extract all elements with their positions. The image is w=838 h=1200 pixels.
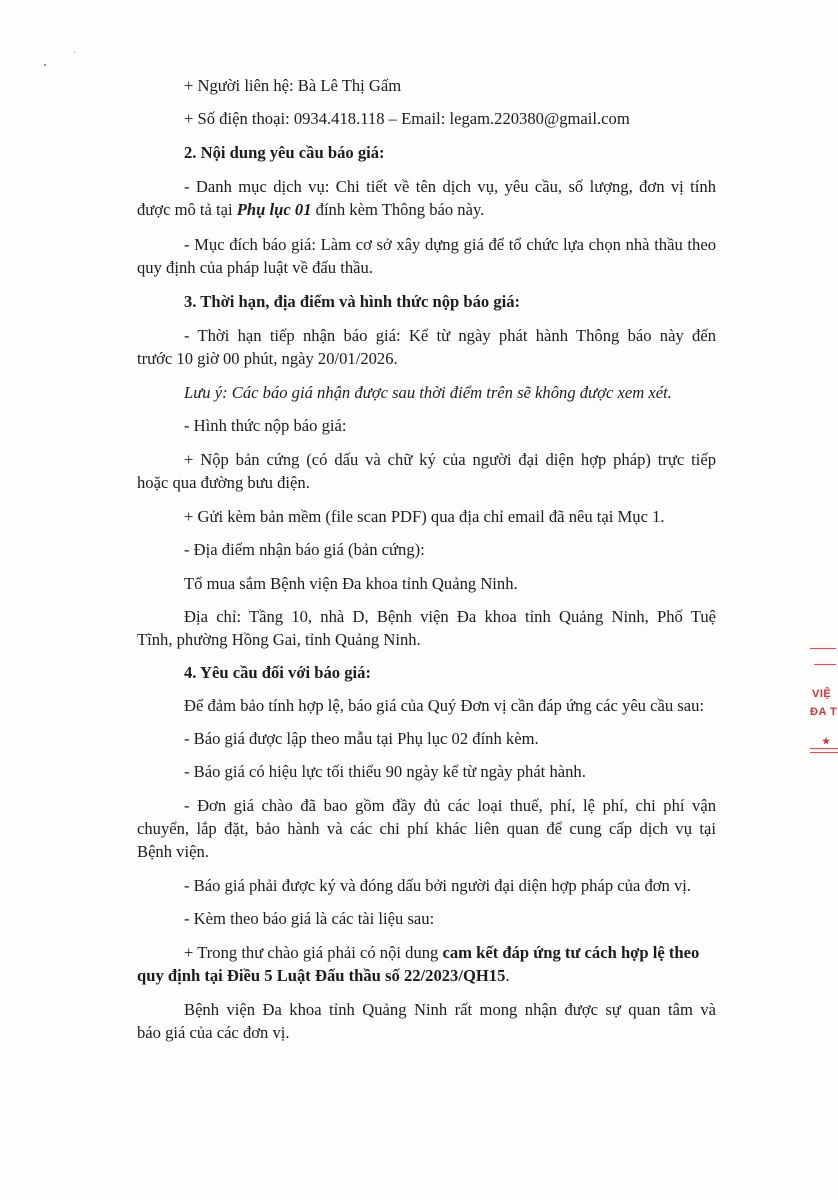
attached-docs: - Kèm theo báo giá là các tài liệu sau: <box>184 909 435 928</box>
stamp-ring <box>810 752 838 753</box>
commitment-line-2: quy định tại Điều 5 Luật Đấu thầu số 22/2023/QH15. <box>137 966 510 985</box>
submission-form: - Hình thức nộp báo giá: <box>184 416 347 435</box>
official-stamp-edge <box>808 628 838 778</box>
stamp-ring <box>810 648 836 649</box>
purpose-line-2: quy định của pháp luật về đấu thầu. <box>137 258 373 277</box>
deadline-line-1: - Thời hạn tiếp nhận báo giá: Kể từ ngày phát hành Thông báo này đến <box>184 326 716 345</box>
stamp-ring <box>814 664 836 665</box>
commitment-line-1: + Trong thư chào giá phải có nội dung cam kết đáp ứng tư cách hợp lệ theo <box>184 943 700 962</box>
scan-speck <box>74 52 75 53</box>
section-3-heading: 3. Thời hạn, địa điểm và hình thức nộp báo giá: <box>184 292 521 311</box>
deadline-line-2: trước 10 giờ 00 phút, ngày 20/01/2026. <box>137 349 398 368</box>
late-note: Lưu ý: Các báo giá nhận được sau thời điểm trên sẽ không được xem xét. <box>184 383 672 402</box>
template-requirement: - Báo giá được lập theo mẫu tại Phụ lục 02 đính kèm. <box>184 729 539 748</box>
scan-speck <box>44 64 46 66</box>
validity-requirement: - Báo giá có hiệu lực tối thiểu 90 ngày kể từ ngày phát hành. <box>184 762 586 781</box>
purpose-line-1: - Mục đích báo giá: Làm cơ sở xây dựng giá để tổ chức lựa chọn nhà thầu theo <box>184 235 716 254</box>
closing-line-1: Bệnh viện Đa khoa tỉnh Quảng Ninh rất mong nhận được sự quan tâm và <box>184 1000 716 1019</box>
service-list-line-2: được mô tả tại Phụ lục 01 đính kèm Thông báo này. <box>137 200 485 219</box>
stamp-ring <box>810 748 838 749</box>
stamp-text-2: ĐA T <box>810 706 838 718</box>
softcopy-line: + Gửi kèm bản mềm (file scan PDF) qua địa chỉ email đã nêu tại Mục 1. <box>184 507 665 526</box>
commitment-emphasis: cam kết đáp ứng tư cách hợp lệ theo <box>442 943 700 962</box>
requirements-intro: Để đảm bảo tính hợp lệ, báo giá của Quý Đơn vị cần đáp ứng các yêu cầu sau: <box>184 696 705 715</box>
contact-person: + Người liên hệ: Bà Lê Thị Gấm <box>184 76 402 95</box>
signature-requirement: - Báo giá phải được ký và đóng dấu bởi người đại diện hợp pháp của đơn vị. <box>184 876 692 895</box>
closing-line-2: báo giá của các đơn vị. <box>137 1023 290 1042</box>
stamp-text-1: VIỆ <box>812 688 832 700</box>
hardcopy-line-1: + Nộp bản cứng (có dấu và chữ ký của người đại diện hợp pháp) trực tiếp <box>184 450 716 469</box>
address-line-2: Tĩnh, phường Hồng Gai, tỉnh Quảng Ninh. <box>137 630 421 649</box>
receiving-location: - Địa điểm nhận báo giá (bản cứng): <box>184 540 425 559</box>
service-list-line-1: - Danh mục dịch vụ: Chi tiết về tên dịch vụ, yêu cầu, số lượng, đơn vị tính <box>184 177 716 196</box>
hardcopy-line-2: hoặc qua đường bưu điện. <box>137 473 310 492</box>
procurement-team: Tổ mua sắm Bệnh viện Đa khoa tỉnh Quảng Ninh. <box>184 574 518 593</box>
stamp-star: ★ <box>822 736 831 746</box>
appendix-01-ref: Phụ lục 01 <box>236 200 312 219</box>
contact-phone-email: + Số điện thoại: 0934.418.118 – Email: legam.220380@gmail.com <box>184 109 630 128</box>
section-4-heading: 4. Yêu cầu đối với báo giá: <box>184 663 371 682</box>
price-line-1: - Đơn giá chào đã bao gồm đầy đủ các loại thuế, phí, lệ phí, chi phí vận <box>184 796 716 815</box>
address-line-1: Địa chỉ: Tầng 10, nhà D, Bệnh viện Đa khoa tỉnh Quảng Ninh, Phố Tuệ <box>184 607 716 626</box>
price-line-2: chuyển, lắp đặt, bảo hành và các chi phí khác liên quan để cung cấp dịch vụ tại <box>137 819 716 838</box>
price-line-3: Bệnh viện. <box>137 842 209 861</box>
section-2-heading: 2. Nội dung yêu cầu báo giá: <box>184 143 385 162</box>
